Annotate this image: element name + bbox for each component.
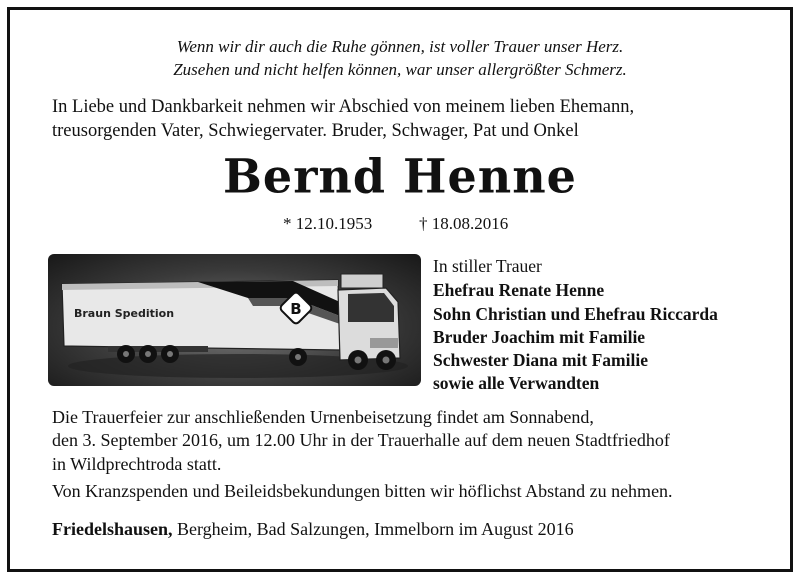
funeral-line-4: Von Kranzspenden und Beileidsbekundungen bitten wir höflichst Abstand zu nehmen. <box>52 481 673 501</box>
mourner-5: sowie alle Verwandten <box>433 373 600 393</box>
mourner-2: Sohn Christian und Ehefrau Riccarda <box>433 304 718 324</box>
funeral-line-3: in Wildprechtroda statt. <box>52 454 222 474</box>
funeral-line-1: Die Trauerfeier zur anschließenden Urnenbeisetzung findet am Sonnabend, <box>52 407 594 427</box>
deceased-name: Bernd Henne <box>223 148 577 204</box>
poem-line-2: Zusehen und nicht helfen können, war unser allergrößter Schmerz. <box>173 60 627 79</box>
trailer-text: Braun Spedition <box>74 307 175 320</box>
truck-illustration <box>48 254 421 386</box>
poem-line-1: Wenn wir dir auch die Ruhe gönnen, ist voller Trauer unser Herz. <box>176 37 624 56</box>
intro-line-2: treusorgenden Vater, Schwiegervater. Bruder, Schwager, Pat und Onkel <box>52 121 579 141</box>
truck-photo <box>48 254 421 386</box>
mourners-heading: In stiller Trauer <box>433 256 542 276</box>
mourner-3: Bruder Joachim mit Familie <box>433 327 646 347</box>
closing-place-rest: Bergheim, Bad Salzungen, Immelborn im August 2016 <box>177 519 574 539</box>
funeral-line-2: den 3. September 2016, um 12.00 Uhr in der Trauerhalle auf dem neuen Stadtfriedhof <box>52 430 670 450</box>
death-date: † 18.08.2016 <box>419 214 509 233</box>
closing-place-bold: Friedelshausen, <box>52 519 173 539</box>
intro-line-1: In Liebe und Dankbarkeit nehmen wir Abschied von meinem lieben Ehemann, <box>52 97 635 117</box>
trailer-logo-letter: B <box>290 300 302 318</box>
mourner-1: Ehefrau Renate Henne <box>433 280 605 300</box>
birth-date: * 12.10.1953 <box>283 214 373 233</box>
closing-line <box>52 519 574 540</box>
mourner-4: Schwester Diana mit Familie <box>433 350 648 370</box>
